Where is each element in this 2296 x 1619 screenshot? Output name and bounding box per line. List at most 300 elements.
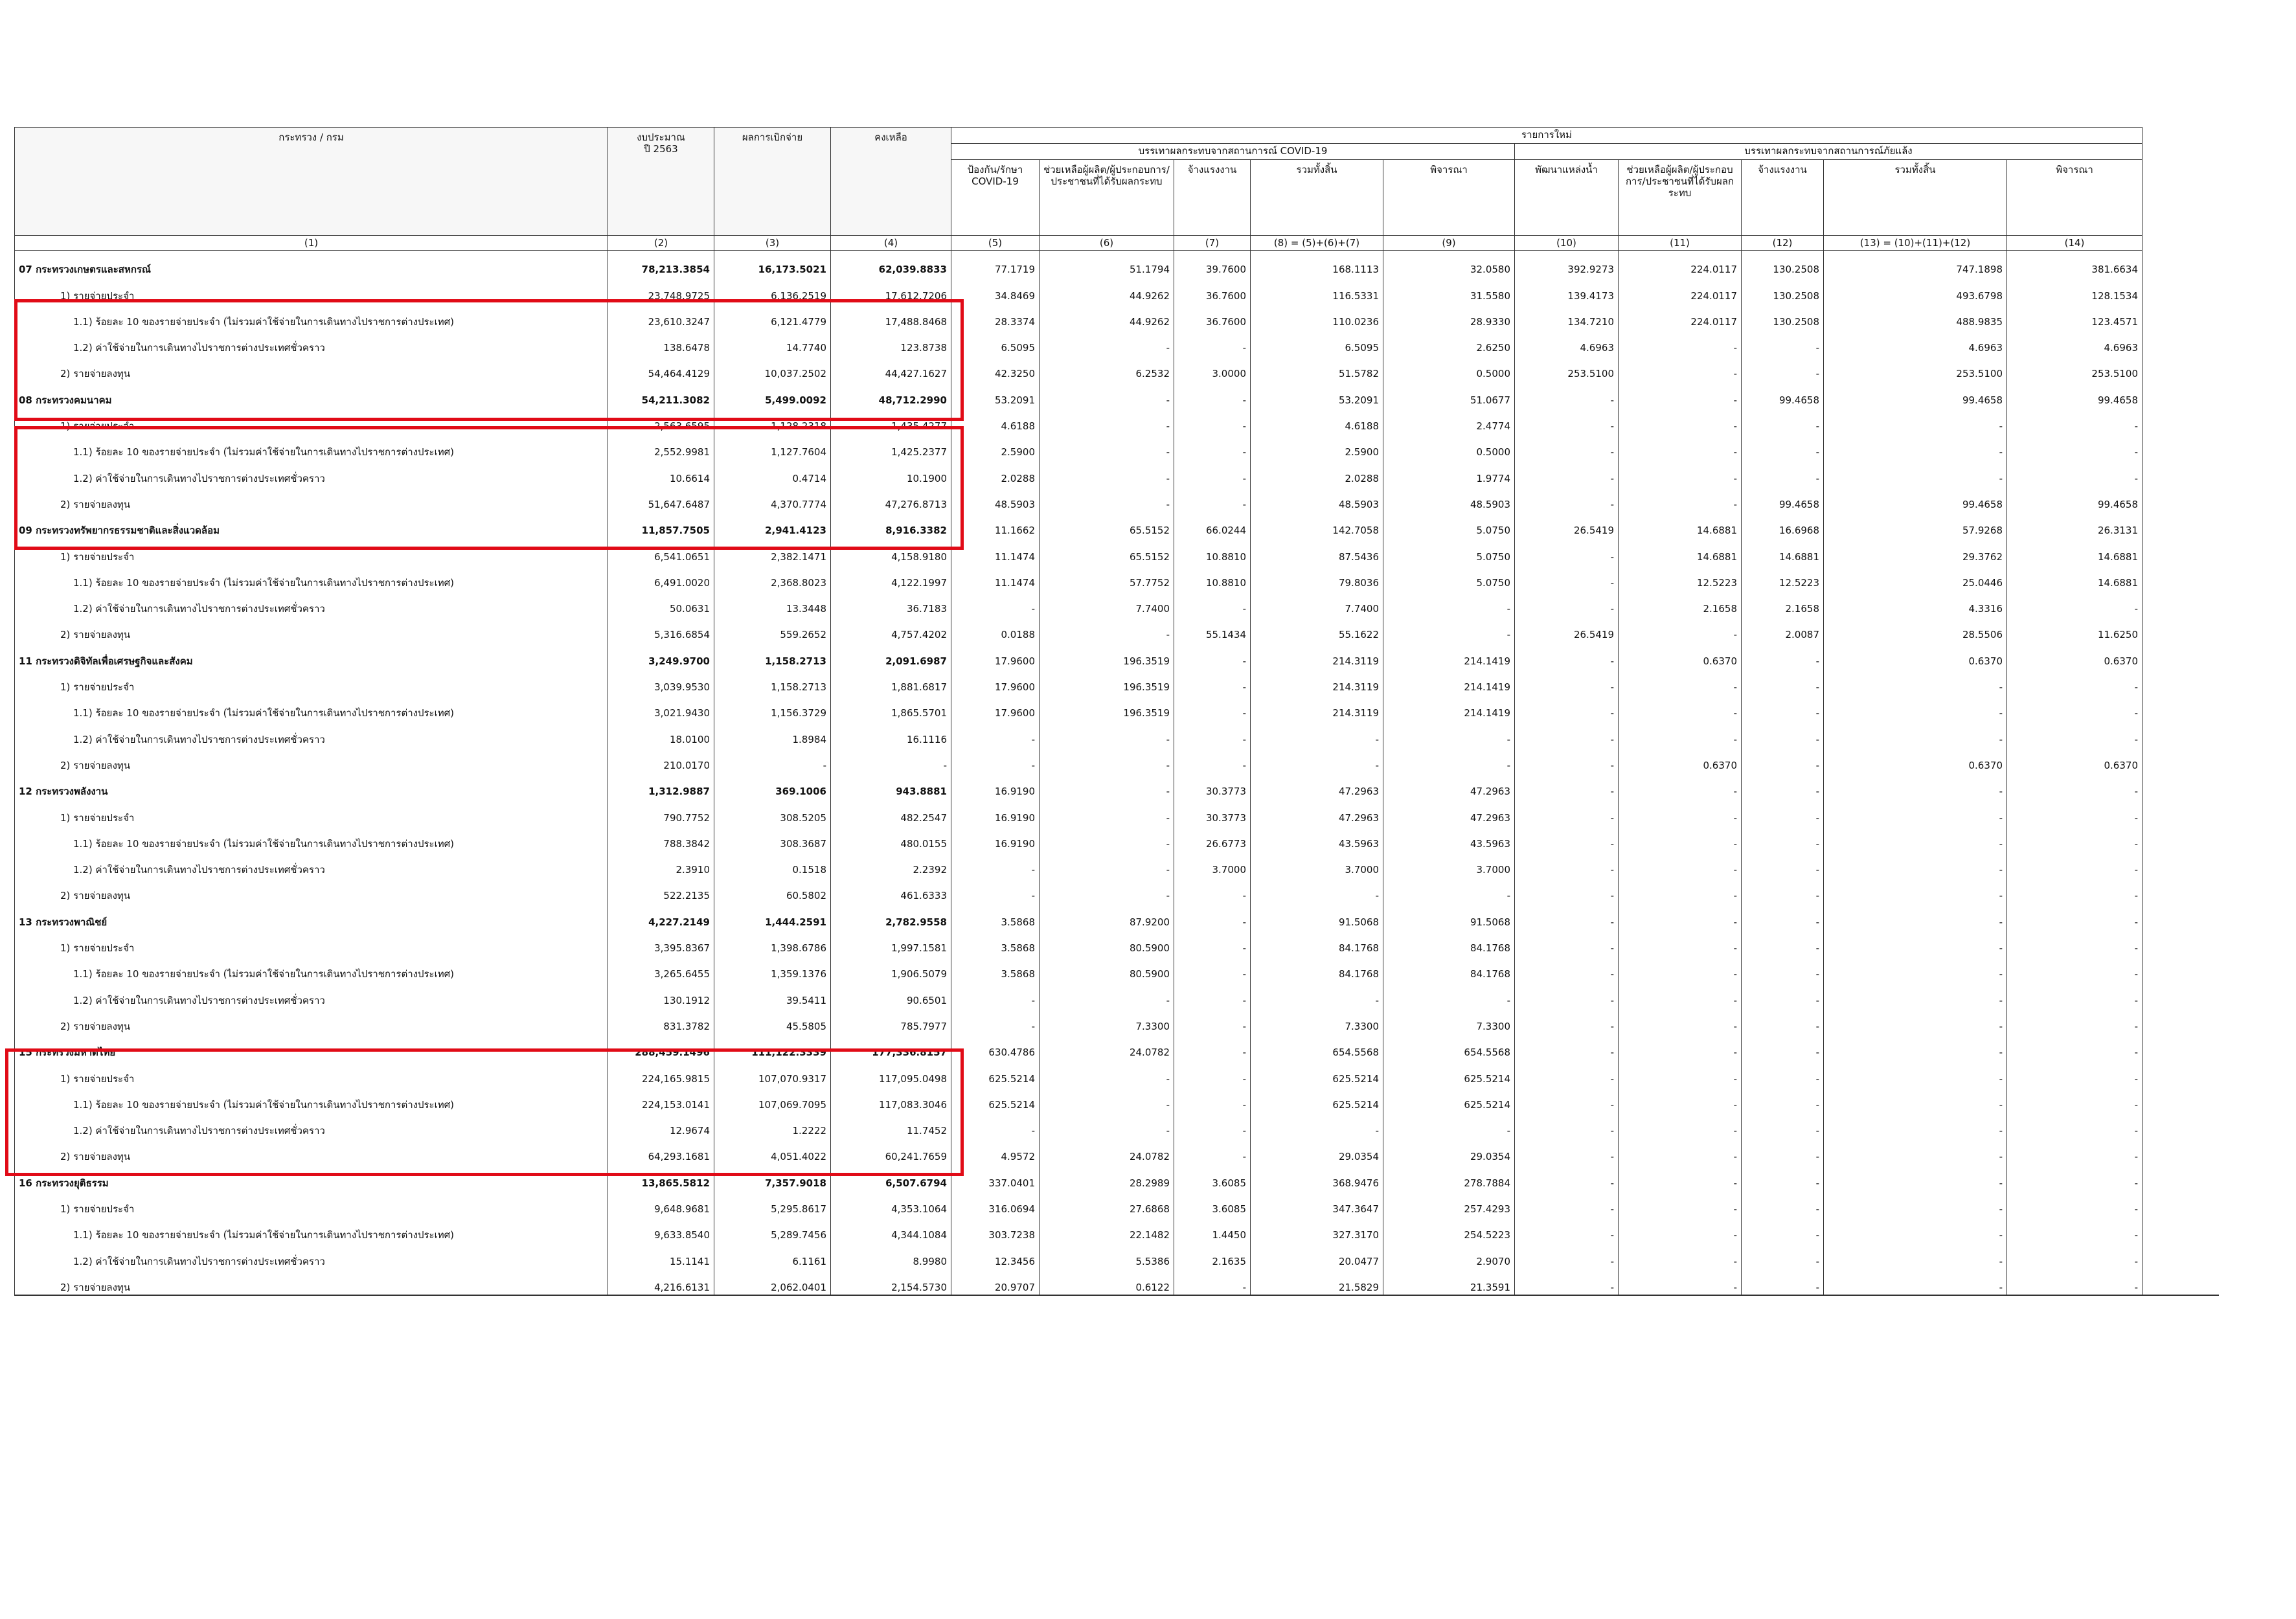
cell-col-9: 214.1419 <box>1383 694 1515 720</box>
cell-col-7: - <box>1174 1008 1251 1034</box>
row-label: 1.2) ค่าใช้จ่ายในการเดินทางไปราชการต่างประเทศชั่วคราว <box>15 329 608 355</box>
cell-col-8: 53.2091 <box>1251 381 1383 407</box>
cell-col-4: 90.6501 <box>831 981 951 1007</box>
cell-col-3: 1,158.2713 <box>714 668 831 694</box>
cell-col-6: 6.2532 <box>1040 355 1174 381</box>
cell-col-13: - <box>1824 1086 2007 1112</box>
cell-col-9: 2.6250 <box>1383 329 1515 355</box>
cell-col-11: - <box>1619 903 1742 929</box>
cell-col-10: 26.5419 <box>1515 512 1619 538</box>
cell-col-3: 1,398.6786 <box>714 929 831 955</box>
cell-col-11: - <box>1619 1190 1742 1216</box>
cell-col-8: 43.5963 <box>1251 825 1383 851</box>
cell-col-12: - <box>1742 955 1824 981</box>
cell-col-10: - <box>1515 694 1619 720</box>
ministry-row <box>15 1164 2143 1190</box>
cell-col-4: 480.0155 <box>831 825 951 851</box>
ministry-row <box>15 251 2143 277</box>
cell-col-5: - <box>951 851 1040 877</box>
row-label: 1) รายจ่ายประจำ <box>15 1190 608 1216</box>
cell-col-6: 51.1794 <box>1040 251 1174 277</box>
cell-col-8: 654.5568 <box>1251 1034 1383 1059</box>
cell-col-10: - <box>1515 851 1619 877</box>
cell-col-2: 224,153.0141 <box>608 1086 714 1112</box>
cell-col-9: 31.5580 <box>1383 277 1515 302</box>
cell-col-8: 84.1768 <box>1251 955 1383 981</box>
cell-col-14: - <box>2007 1008 2143 1034</box>
cell-col-10: - <box>1515 747 1619 773</box>
cell-col-2: 2,552.9981 <box>608 433 714 459</box>
table-row <box>15 851 2143 877</box>
cell-col-10: - <box>1515 538 1619 563</box>
cell-col-13: 28.5506 <box>1824 616 2007 642</box>
cell-col-4: 177,336.8157 <box>831 1034 951 1059</box>
cell-col-12: - <box>1742 929 1824 955</box>
cell-col-6: - <box>1040 747 1174 773</box>
budget-table-sheet <box>14 127 2143 1295</box>
colnum-11: (11) <box>1619 236 1742 251</box>
cell-col-3: 1,128.2318 <box>714 407 831 433</box>
cell-col-7: - <box>1174 877 1251 903</box>
ministry-row <box>15 773 2143 798</box>
cell-col-3: 4,370.7774 <box>714 486 831 512</box>
row-label: 1) รายจ่ายประจำ <box>15 668 608 694</box>
row-label: 1.2) ค่าใช้จ่ายในการเดินทางไปราชการต่างประเทศชั่วคราว <box>15 1242 608 1268</box>
cell-col-5: 303.7238 <box>951 1216 1040 1242</box>
cell-col-2: 2,563.6595 <box>608 407 714 433</box>
cell-col-4: 6,507.6794 <box>831 1164 951 1190</box>
cell-col-8: 110.0236 <box>1251 303 1383 329</box>
cell-col-5: 12.3456 <box>951 1242 1040 1268</box>
cell-col-4: 1,425.2377 <box>831 433 951 459</box>
row-label: 1.2) ค่าใช้จ่ายในการเดินทางไปราชการต่างประเทศชั่วคราว <box>15 1112 608 1138</box>
cell-col-2: 12.9674 <box>608 1112 714 1138</box>
cell-col-11: - <box>1619 355 1742 381</box>
cell-col-13: - <box>1824 1008 2007 1034</box>
cell-col-3: 16,173.5021 <box>714 251 831 277</box>
cell-col-2: 13,865.5812 <box>608 1164 714 1190</box>
cell-col-7: - <box>1174 668 1251 694</box>
table-row <box>15 616 2143 642</box>
table-row <box>15 355 2143 381</box>
row-label: 1) รายจ่ายประจำ <box>15 929 608 955</box>
cell-col-2: 6,491.0020 <box>608 564 714 590</box>
cell-col-7: - <box>1174 407 1251 433</box>
colnum-1: (1) <box>15 236 608 251</box>
cell-col-4: 4,353.1064 <box>831 1190 951 1216</box>
cell-col-14: 0.6370 <box>2007 747 2143 773</box>
cell-col-3: 1,127.7604 <box>714 433 831 459</box>
cell-col-10: - <box>1515 720 1619 746</box>
cell-col-4: 4,344.1084 <box>831 1216 951 1242</box>
cell-col-10: 139.4173 <box>1515 277 1619 302</box>
cell-col-11: 224.0117 <box>1619 277 1742 302</box>
table-row <box>15 1190 2143 1216</box>
cell-col-14: - <box>2007 433 2143 459</box>
cell-col-8: - <box>1251 981 1383 1007</box>
header-new-items: รายการใหม่ <box>951 128 2143 144</box>
cell-col-10: - <box>1515 1059 1619 1085</box>
cell-col-4: 1,997.1581 <box>831 929 951 955</box>
cell-col-14: - <box>2007 668 2143 694</box>
cell-col-12: - <box>1742 694 1824 720</box>
cell-col-2: 23,748.9725 <box>608 277 714 302</box>
ministry-row <box>15 512 2143 538</box>
cell-col-4: 17,488.8468 <box>831 303 951 329</box>
cell-col-8: 2.0288 <box>1251 459 1383 485</box>
cell-col-8: - <box>1251 1112 1383 1138</box>
cell-col-8: 142.7058 <box>1251 512 1383 538</box>
cell-col-8: 6.5095 <box>1251 329 1383 355</box>
cell-col-8: 214.3119 <box>1251 668 1383 694</box>
cell-col-3: 1,158.2713 <box>714 642 831 668</box>
cell-col-5: 11.1474 <box>951 538 1040 563</box>
cell-col-5: 42.3250 <box>951 355 1040 381</box>
cell-col-7: 66.0244 <box>1174 512 1251 538</box>
cell-col-5: 16.9190 <box>951 798 1040 824</box>
cell-col-13: 57.9268 <box>1824 512 2007 538</box>
cell-col-5: - <box>951 720 1040 746</box>
cell-col-11: 14.6881 <box>1619 538 1742 563</box>
cell-col-6: - <box>1040 486 1174 512</box>
row-label: 1.1) ร้อยละ 10 ของรายจ่ายประจำ (ไม่รวมค่าใช้จ่ายในการเดินทางไปราชการต่างประเทศ) <box>15 1216 608 1242</box>
cell-col-6: - <box>1040 720 1174 746</box>
cell-col-8: 87.5436 <box>1251 538 1383 563</box>
cell-col-12: - <box>1742 1269 1824 1295</box>
cell-col-9: 257.4293 <box>1383 1190 1515 1216</box>
cell-col-10: - <box>1515 825 1619 851</box>
cell-col-2: 210.0170 <box>608 747 714 773</box>
cell-col-6: - <box>1040 798 1174 824</box>
cell-col-2: 5,316.6854 <box>608 616 714 642</box>
cell-col-9: 254.5223 <box>1383 1216 1515 1242</box>
row-label: 08 กระทรวงคมนาคม <box>15 381 608 407</box>
cell-col-14: - <box>2007 459 2143 485</box>
cell-col-14: - <box>2007 1086 2143 1112</box>
cell-col-6: - <box>1040 1086 1174 1112</box>
row-label: 12 กระทรวงพลังงาน <box>15 773 608 798</box>
cell-col-3: 1.2222 <box>714 1112 831 1138</box>
cell-col-4: 943.8881 <box>831 773 951 798</box>
cell-col-11: - <box>1619 329 1742 355</box>
cell-col-7: - <box>1174 720 1251 746</box>
cell-col-13: - <box>1824 877 2007 903</box>
cell-col-7: - <box>1174 1138 1251 1164</box>
table-row <box>15 303 2143 329</box>
row-label: 09 กระทรวงทรัพยากรธรรมชาติและสิ่งแวดล้อม <box>15 512 608 538</box>
colnum-10: (10) <box>1515 236 1619 251</box>
cell-col-4: 117,095.0498 <box>831 1059 951 1085</box>
cell-col-2: 3,021.9430 <box>608 694 714 720</box>
cell-col-6: 65.5152 <box>1040 538 1174 563</box>
cell-col-10: - <box>1515 564 1619 590</box>
cell-col-13: 0.6370 <box>1824 642 2007 668</box>
cell-col-4: 11.7452 <box>831 1112 951 1138</box>
cell-col-6: 196.3519 <box>1040 642 1174 668</box>
cell-col-4: 2.2392 <box>831 851 951 877</box>
cell-col-8: 4.6188 <box>1251 407 1383 433</box>
cell-col-9: 29.0354 <box>1383 1138 1515 1164</box>
cell-col-13: 253.5100 <box>1824 355 2007 381</box>
table-row <box>15 1138 2143 1164</box>
column-number-row <box>15 236 2143 251</box>
cell-col-12: - <box>1742 668 1824 694</box>
cell-col-13: - <box>1824 1059 2007 1085</box>
cell-col-11: 2.1658 <box>1619 590 1742 616</box>
ministry-row <box>15 642 2143 668</box>
cell-col-12: - <box>1742 877 1824 903</box>
cell-col-4: 60,241.7659 <box>831 1138 951 1164</box>
cell-col-14: - <box>2007 720 2143 746</box>
cell-col-3: 308.3687 <box>714 825 831 851</box>
row-label: 2) รายจ่ายลงทุน <box>15 1269 608 1295</box>
cell-col-11: 0.6370 <box>1619 642 1742 668</box>
cell-col-8: 214.3119 <box>1251 694 1383 720</box>
cell-col-10: - <box>1515 1190 1619 1216</box>
cell-col-7: - <box>1174 329 1251 355</box>
cell-col-3: 1.8984 <box>714 720 831 746</box>
cell-col-10: - <box>1515 1086 1619 1112</box>
cell-col-5: 6.5095 <box>951 329 1040 355</box>
cell-col-2: 9,648.9681 <box>608 1190 714 1216</box>
cell-col-13: 488.9835 <box>1824 303 2007 329</box>
cell-col-5: 0.0188 <box>951 616 1040 642</box>
cell-col-4: 16.1116 <box>831 720 951 746</box>
colnum-6: (6) <box>1040 236 1174 251</box>
cell-col-13: 99.4658 <box>1824 486 2007 512</box>
cell-col-10: - <box>1515 1138 1619 1164</box>
cell-col-12: 130.2508 <box>1742 277 1824 302</box>
cell-col-8: 168.1113 <box>1251 251 1383 277</box>
cell-col-14: - <box>2007 1216 2143 1242</box>
cell-col-2: 831.3782 <box>608 1008 714 1034</box>
cell-col-11: - <box>1619 1138 1742 1164</box>
row-label: 1.1) ร้อยละ 10 ของรายจ่ายประจำ (ไม่รวมค่าใช้จ่ายในการเดินทางไปราชการต่างประเทศ) <box>15 694 608 720</box>
cell-col-13: - <box>1824 981 2007 1007</box>
cell-col-13: - <box>1824 668 2007 694</box>
cell-col-11: - <box>1619 1112 1742 1138</box>
cell-col-2: 224,165.9815 <box>608 1059 714 1085</box>
cell-col-6: - <box>1040 825 1174 851</box>
cell-col-13: - <box>1824 1112 2007 1138</box>
cell-col-11: - <box>1619 798 1742 824</box>
row-label: 13 กระทรวงพาณิชย์ <box>15 903 608 929</box>
cell-col-2: 4,216.6131 <box>608 1269 714 1295</box>
cell-col-4: 1,865.5701 <box>831 694 951 720</box>
cell-col-2: 78,213.3854 <box>608 251 714 277</box>
table-row <box>15 720 2143 746</box>
cell-col-5: 3.5868 <box>951 955 1040 981</box>
cell-col-12: - <box>1742 903 1824 929</box>
cell-col-7: - <box>1174 642 1251 668</box>
row-label: 1.1) ร้อยละ 10 ของรายจ่ายประจำ (ไม่รวมค่าใช้จ่ายในการเดินทางไปราชการต่างประเทศ) <box>15 303 608 329</box>
header-ministry: กระทรวง / กรม <box>15 128 608 236</box>
cell-col-12: - <box>1742 981 1824 1007</box>
cell-col-14: - <box>2007 694 2143 720</box>
cell-col-9: 32.0580 <box>1383 251 1515 277</box>
row-label: 1) รายจ่ายประจำ <box>15 538 608 563</box>
cell-col-6: 28.2989 <box>1040 1164 1174 1190</box>
row-label: 1) รายจ่ายประจำ <box>15 1059 608 1085</box>
table-row <box>15 668 2143 694</box>
cell-col-5: - <box>951 1112 1040 1138</box>
header-c5: ป้องกัน/รักษา COVID-19 <box>951 160 1040 236</box>
cell-col-2: 64,293.1681 <box>608 1138 714 1164</box>
table-row <box>15 694 2143 720</box>
row-label: 1) รายจ่ายประจำ <box>15 407 608 433</box>
cell-col-5: 11.1474 <box>951 564 1040 590</box>
row-label: 1.1) ร้อยละ 10 ของรายจ่ายประจำ (ไม่รวมค่าใช้จ่ายในการเดินทางไปราชการต่างประเทศ) <box>15 955 608 981</box>
cell-col-11: - <box>1619 773 1742 798</box>
cell-col-14: - <box>2007 1242 2143 1268</box>
cell-col-9: 0.5000 <box>1383 355 1515 381</box>
table-row <box>15 1112 2143 1138</box>
cell-col-2: 4,227.2149 <box>608 903 714 929</box>
cell-col-14: - <box>2007 407 2143 433</box>
cell-col-12: - <box>1742 1059 1824 1085</box>
cell-col-14: - <box>2007 825 2143 851</box>
cell-col-7: 3.0000 <box>1174 355 1251 381</box>
cell-col-9: 48.5903 <box>1383 486 1515 512</box>
colnum-7: (7) <box>1174 236 1251 251</box>
cell-col-5: 3.5868 <box>951 929 1040 955</box>
cell-col-14: 14.6881 <box>2007 564 2143 590</box>
cell-col-13: - <box>1824 955 2007 981</box>
cell-col-6: - <box>1040 1059 1174 1085</box>
table-row <box>15 1216 2143 1242</box>
colnum-13: (13) = (10)+(11)+(12) <box>1824 236 2007 251</box>
cell-col-3: 1,444.2591 <box>714 903 831 929</box>
cell-col-9: 21.3591 <box>1383 1269 1515 1295</box>
cell-col-10: - <box>1515 668 1619 694</box>
cell-col-5: 16.9190 <box>951 825 1040 851</box>
cell-col-7: 55.1434 <box>1174 616 1251 642</box>
cell-col-12: 130.2508 <box>1742 303 1824 329</box>
row-label: 16 กระทรวงยุติธรรม <box>15 1164 608 1190</box>
cell-col-14: 11.6250 <box>2007 616 2143 642</box>
cell-col-8: 20.0477 <box>1251 1242 1383 1268</box>
cell-col-3: 1,359.1376 <box>714 955 831 981</box>
row-label: 2) รายจ่ายลงทุน <box>15 486 608 512</box>
row-label: 1) รายจ่ายประจำ <box>15 277 608 302</box>
cell-col-10: - <box>1515 1164 1619 1190</box>
cell-col-13: 25.0446 <box>1824 564 2007 590</box>
cell-col-6: 24.0782 <box>1040 1034 1174 1059</box>
cell-col-8: 214.3119 <box>1251 642 1383 668</box>
cell-col-5: - <box>951 877 1040 903</box>
cell-col-12: - <box>1742 825 1824 851</box>
cell-col-13: - <box>1824 798 2007 824</box>
cell-col-11: - <box>1619 1034 1742 1059</box>
cell-col-14: - <box>2007 877 2143 903</box>
cell-col-6: 57.7752 <box>1040 564 1174 590</box>
cell-col-9: 43.5963 <box>1383 825 1515 851</box>
cell-col-9: 2.4774 <box>1383 407 1515 433</box>
cell-col-11: - <box>1619 381 1742 407</box>
cell-col-5: 17.9600 <box>951 668 1040 694</box>
cell-col-8: 79.8036 <box>1251 564 1383 590</box>
row-label: 2) รายจ่ายลงทุน <box>15 747 608 773</box>
cell-col-10: 134.7210 <box>1515 303 1619 329</box>
cell-col-12: 2.0087 <box>1742 616 1824 642</box>
cell-col-5: 48.5903 <box>951 486 1040 512</box>
cell-col-2: 3,249.9700 <box>608 642 714 668</box>
table-row <box>15 747 2143 773</box>
header-budget: งบประมาณ ปี 2563 <box>608 128 714 236</box>
cell-col-4: 1,435.4277 <box>831 407 951 433</box>
cell-col-8: 116.5331 <box>1251 277 1383 302</box>
cell-col-9: 214.1419 <box>1383 642 1515 668</box>
cell-col-12: - <box>1742 1190 1824 1216</box>
header-disbursed: ผลการเบิกจ่าย <box>714 128 831 236</box>
colnum-12: (12) <box>1742 236 1824 251</box>
cell-col-13: - <box>1824 825 2007 851</box>
cell-col-14: - <box>2007 929 2143 955</box>
budget-table <box>14 127 2143 1295</box>
cell-col-12: - <box>1742 798 1824 824</box>
cell-col-11: - <box>1619 668 1742 694</box>
cell-col-5: 2.5900 <box>951 433 1040 459</box>
cell-col-9: 47.2963 <box>1383 798 1515 824</box>
cell-col-9: 7.3300 <box>1383 1008 1515 1034</box>
cell-col-14: 14.6881 <box>2007 538 2143 563</box>
row-label: 2) รายจ่ายลงทุน <box>15 355 608 381</box>
cell-col-13: - <box>1824 851 2007 877</box>
row-label: 1.1) ร้อยละ 10 ของรายจ่ายประจำ (ไม่รวมค่าใช้จ่ายในการเดินทางไปราชการต่างประเทศ) <box>15 564 608 590</box>
cell-col-5: 2.0288 <box>951 459 1040 485</box>
cell-col-4: 62,039.8833 <box>831 251 951 277</box>
table-row <box>15 1269 2143 1295</box>
header-c11: ช่วยเหลือผู้ผลิต/ผู้ประกอบการ/ประชาชนที่ได้รับผลกระทบ <box>1619 160 1742 236</box>
row-label: 15 กระทรวงมหาดไทย <box>15 1034 608 1059</box>
cell-col-14: 381.6634 <box>2007 251 2143 277</box>
row-label: 07 กระทรวงเกษตรและสหกรณ์ <box>15 251 608 277</box>
cell-col-10: - <box>1515 1112 1619 1138</box>
cell-col-4: 117,083.3046 <box>831 1086 951 1112</box>
cell-col-9: 84.1768 <box>1383 955 1515 981</box>
cell-col-13: - <box>1824 1216 2007 1242</box>
cell-col-13: 29.3762 <box>1824 538 2007 563</box>
cell-col-2: 2.3910 <box>608 851 714 877</box>
cell-col-12: - <box>1742 773 1824 798</box>
table-row <box>15 486 2143 512</box>
cell-col-9: 5.0750 <box>1383 564 1515 590</box>
cell-col-7: 39.7600 <box>1174 251 1251 277</box>
cell-col-4: 47,276.8713 <box>831 486 951 512</box>
cell-col-10: - <box>1515 486 1619 512</box>
cell-col-8: - <box>1251 720 1383 746</box>
cell-col-7: 3.7000 <box>1174 851 1251 877</box>
row-label: 1.2) ค่าใช้จ่ายในการเดินทางไปราชการต่างประเทศชั่วคราว <box>15 459 608 485</box>
cell-col-6: - <box>1040 459 1174 485</box>
cell-col-4: 2,091.6987 <box>831 642 951 668</box>
cell-col-12: - <box>1742 1216 1824 1242</box>
cell-col-14: - <box>2007 981 2143 1007</box>
row-label: 2) รายจ่ายลงทุน <box>15 1008 608 1034</box>
cell-col-3: 7,357.9018 <box>714 1164 831 1190</box>
cell-col-6: 7.7400 <box>1040 590 1174 616</box>
cell-col-4: 8.9980 <box>831 1242 951 1268</box>
cell-col-7: 26.6773 <box>1174 825 1251 851</box>
cell-col-6: - <box>1040 329 1174 355</box>
cell-col-8: 55.1622 <box>1251 616 1383 642</box>
cell-col-4: 2,154.5730 <box>831 1269 951 1295</box>
cell-col-8: - <box>1251 747 1383 773</box>
cell-col-8: 625.5214 <box>1251 1086 1383 1112</box>
cell-col-10: - <box>1515 773 1619 798</box>
cell-col-2: 3,265.6455 <box>608 955 714 981</box>
cell-col-11: - <box>1619 486 1742 512</box>
